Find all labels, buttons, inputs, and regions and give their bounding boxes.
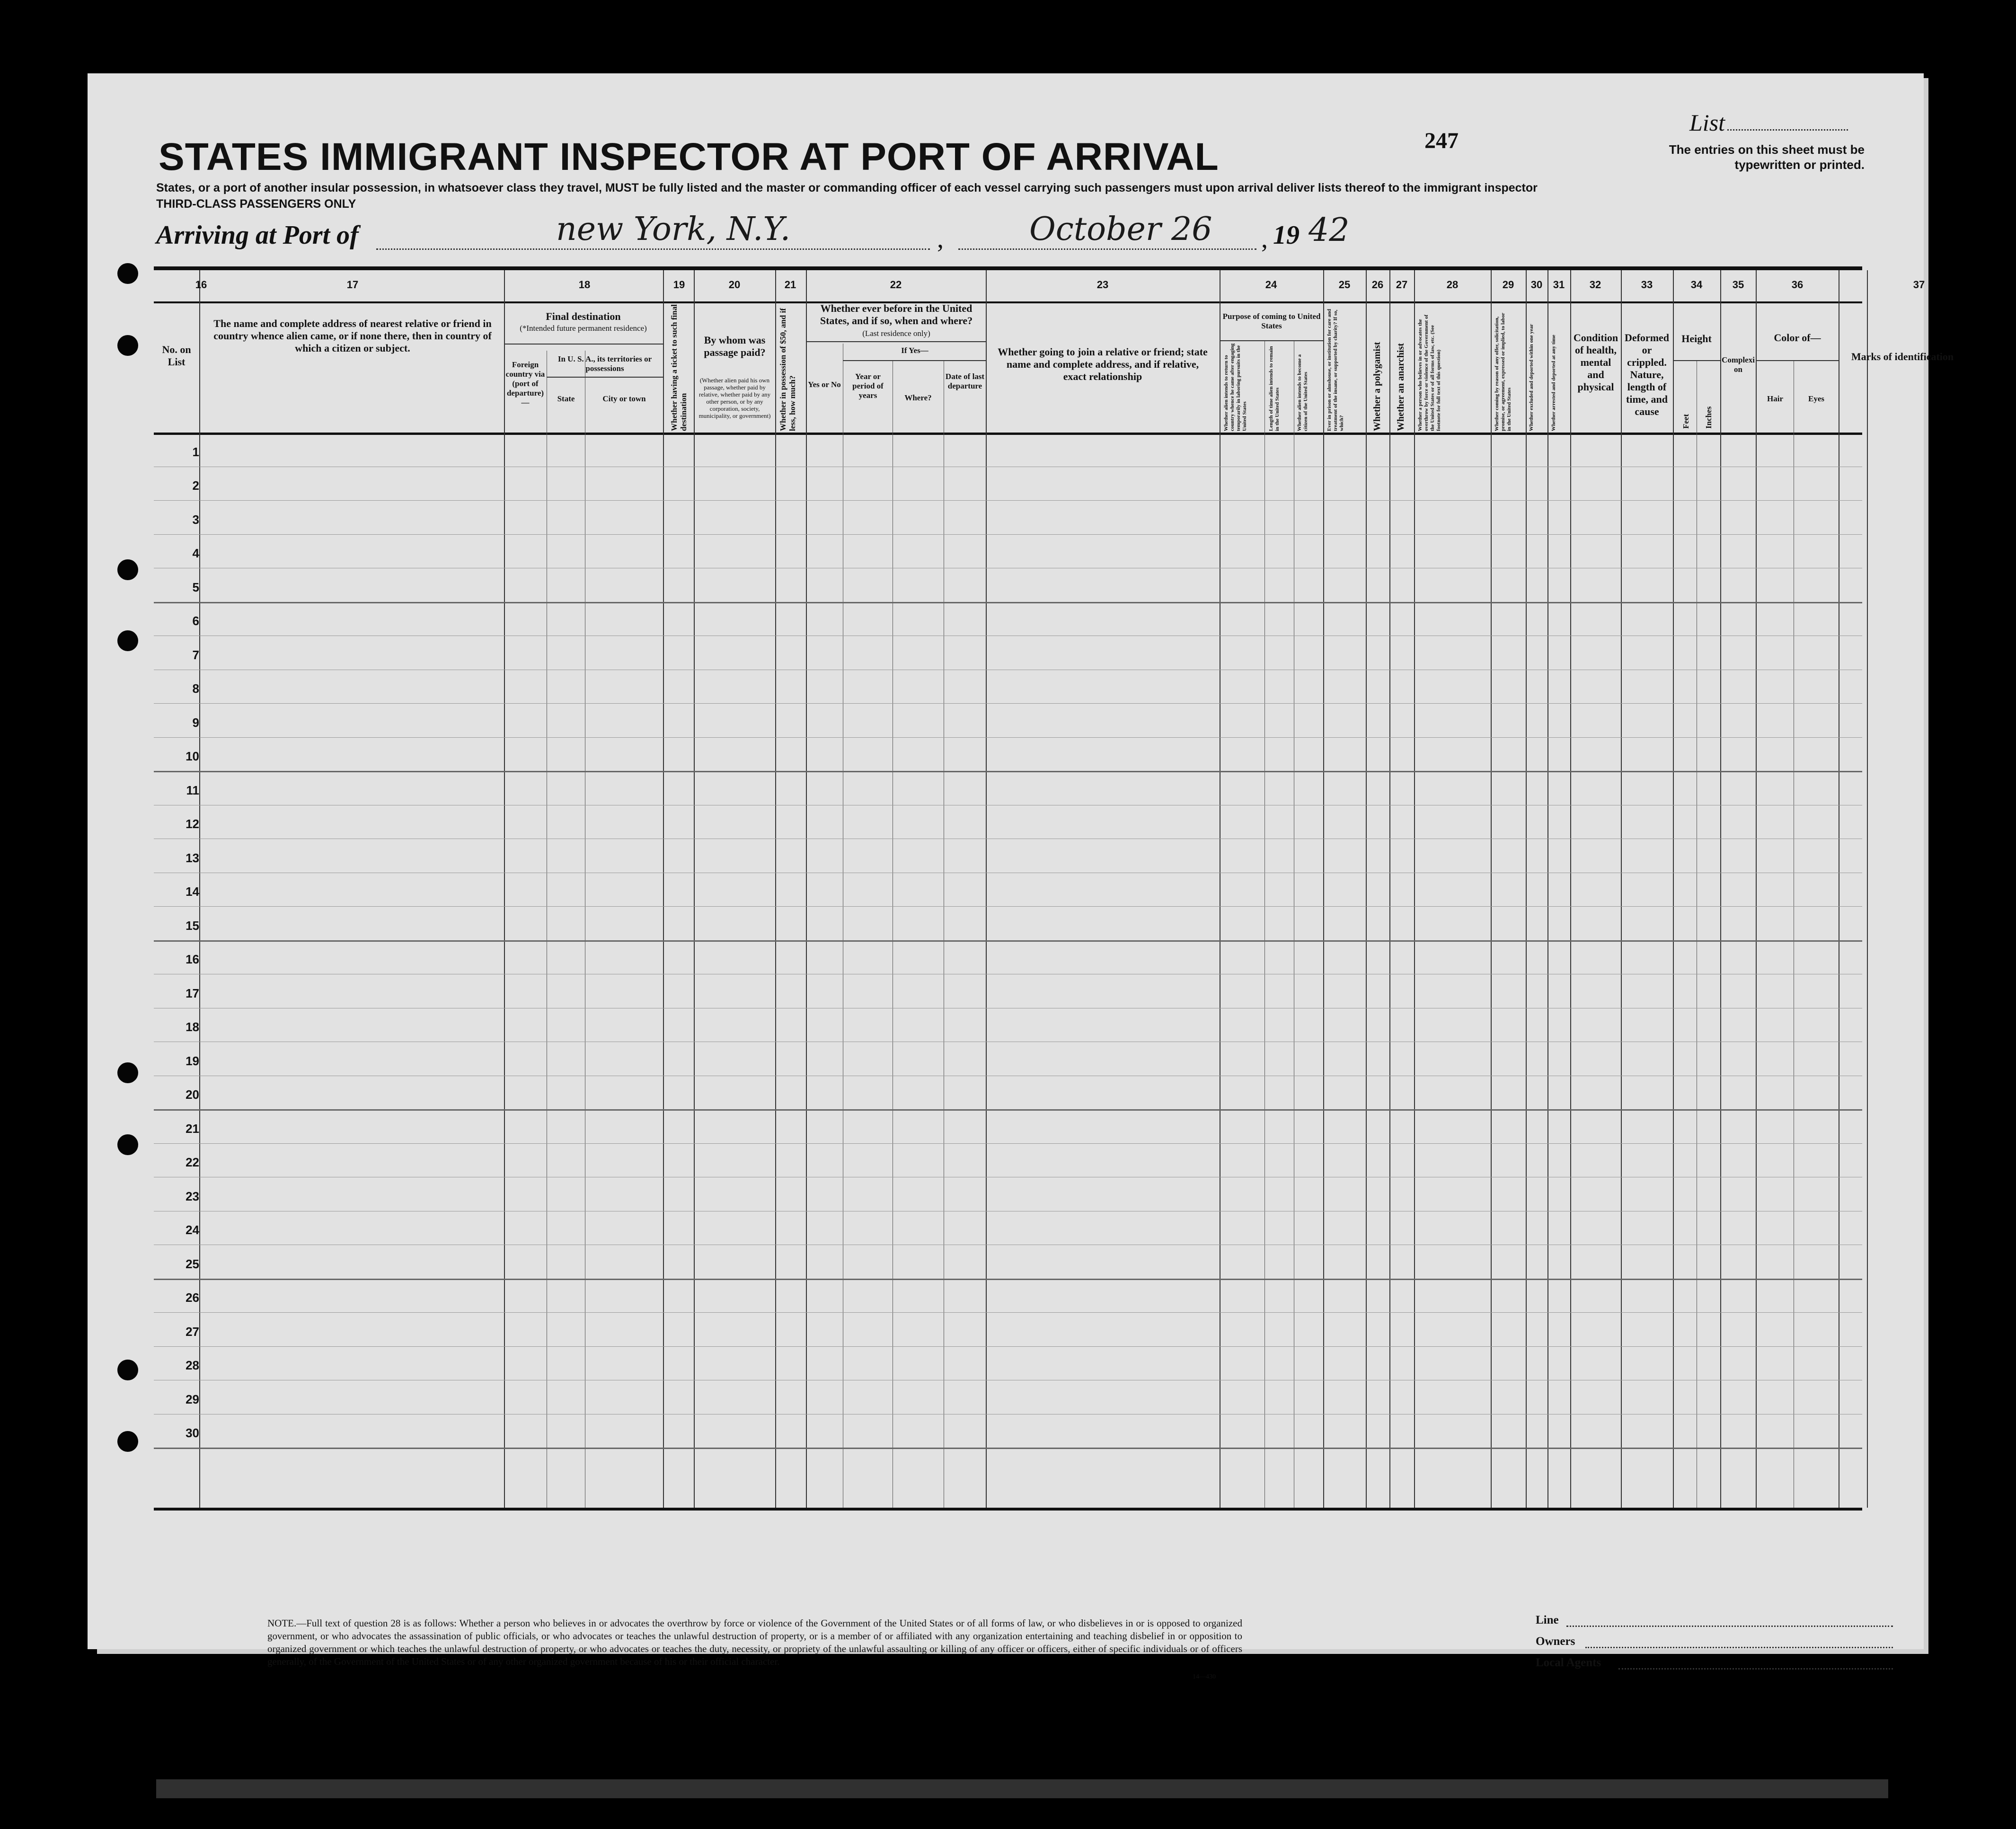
header-if-yes: If Yes— bbox=[901, 346, 928, 355]
header-nearest-relative: The name and complete address of nearest relative or friend in country whence alien came, or if none there, then in country of which a citizen or subject. bbox=[213, 318, 492, 354]
row-number: 19 bbox=[186, 1053, 199, 1068]
column-number: 22 bbox=[890, 279, 902, 291]
binder-hole bbox=[117, 335, 138, 356]
row-number: 7 bbox=[192, 647, 199, 662]
row-number: 4 bbox=[192, 546, 199, 560]
row-number: 10 bbox=[186, 749, 199, 763]
header-deformed: Deformed or crippled. Nature, length of time, and cause bbox=[1624, 332, 1670, 417]
port-handwritten: new York, N.Y. bbox=[556, 211, 791, 248]
col-divider bbox=[1389, 270, 1390, 1508]
header-prison: Ever in prison or almshouse, or institution for care and treatment of the insane, or supported by charity? If so, which? bbox=[1326, 309, 1344, 431]
binder-hole bbox=[117, 630, 138, 651]
header-fifty-dollars: Whether in possession of $50, and if less, how much? bbox=[778, 308, 797, 431]
col-divider bbox=[1491, 270, 1492, 1508]
row-number: 15 bbox=[186, 918, 199, 933]
header-purpose: Purpose of coming to United States bbox=[1222, 312, 1321, 330]
col-divider bbox=[1526, 270, 1527, 1508]
row-line bbox=[154, 737, 1862, 738]
row-number: 24 bbox=[186, 1223, 199, 1237]
col-divider bbox=[775, 270, 776, 1508]
binder-hole bbox=[117, 559, 138, 580]
date-handwritten: October 26 bbox=[1029, 211, 1212, 248]
col-divider bbox=[1547, 270, 1548, 1508]
third-class-label: THIRD-CLASS PASSENGERS ONLY bbox=[156, 197, 356, 211]
row-number: 20 bbox=[186, 1087, 199, 1102]
port-field-line bbox=[376, 248, 930, 250]
row-number: 2 bbox=[192, 478, 199, 493]
binder-hole bbox=[117, 1062, 138, 1083]
header-passage-sub: (Whether alien paid his own passage, whether paid by relative, whether paid by any other person, or by any corporation, society, municipality, or government) bbox=[699, 377, 771, 419]
col-divider bbox=[1570, 270, 1571, 1508]
local-agents-field bbox=[1618, 1668, 1893, 1670]
header-purpose-return: Whether alien intends to return to country whence he came after engaging temporarily in laboring pursuits in the United States bbox=[1223, 343, 1247, 431]
col-divider bbox=[1323, 270, 1324, 1508]
header-eyes: Eyes bbox=[1808, 394, 1824, 403]
row-line bbox=[154, 703, 1862, 704]
header-ever-before: Whether ever before in the United States, and if so, when and where? bbox=[820, 302, 973, 327]
column-number: 23 bbox=[1096, 279, 1109, 291]
header-city: City or town bbox=[602, 394, 646, 403]
line-label: Line bbox=[1536, 1614, 1559, 1626]
column-number: 25 bbox=[1338, 279, 1351, 291]
owners-field bbox=[1585, 1647, 1893, 1648]
row-number: 28 bbox=[186, 1358, 199, 1372]
entries-note: The entries on this sheet must be typewritten or printed. bbox=[1669, 142, 1865, 172]
row-number: 23 bbox=[186, 1189, 199, 1203]
row-line bbox=[154, 940, 1862, 942]
year-handwritten: 42 bbox=[1309, 212, 1350, 249]
owners-label: Owners bbox=[1536, 1635, 1575, 1648]
row-number: 11 bbox=[186, 783, 199, 797]
row-line bbox=[154, 906, 1862, 907]
col-divider bbox=[663, 270, 664, 1508]
header-feet: Feet bbox=[1681, 414, 1690, 429]
header-rule bbox=[154, 433, 1862, 435]
col-divider bbox=[199, 270, 200, 1508]
header-year: Year or period of years bbox=[852, 372, 884, 400]
row-number: 16 bbox=[186, 952, 199, 966]
row-number: 27 bbox=[186, 1324, 199, 1339]
header-anarchist: Whether an anarchist bbox=[1396, 343, 1406, 431]
column-number: 30 bbox=[1530, 279, 1543, 291]
col-divider bbox=[1264, 340, 1265, 1508]
row-number: 8 bbox=[192, 681, 199, 696]
subheader-rule bbox=[1756, 360, 1839, 361]
year-prefix: 19 bbox=[1273, 221, 1300, 250]
header-complexion: Complexion bbox=[1722, 355, 1755, 374]
binder-hole bbox=[117, 263, 138, 284]
col-divider bbox=[504, 270, 505, 1508]
list-field bbox=[1727, 129, 1848, 131]
subheader-rule bbox=[1673, 360, 1720, 361]
header-yes-no: Yes or No bbox=[808, 380, 841, 389]
row-line bbox=[154, 1109, 1862, 1111]
header-purpose-citizen: Whether alien intends to become a citizen of the United States bbox=[1297, 354, 1309, 431]
header-ticket: Whether having a ticket to such final destination bbox=[670, 304, 688, 431]
column-number: 31 bbox=[1553, 279, 1565, 291]
column-number: 24 bbox=[1265, 279, 1277, 291]
row-number: 22 bbox=[186, 1155, 199, 1169]
binder-hole bbox=[117, 1360, 138, 1380]
subheader-rule bbox=[843, 360, 986, 361]
column-number-rule bbox=[154, 301, 1862, 303]
header-usa: In U. S. A., its territories or possessions bbox=[557, 354, 652, 373]
manifest-sheet bbox=[88, 73, 1954, 1680]
row-line bbox=[154, 1143, 1862, 1144]
row-line bbox=[154, 1448, 1862, 1449]
subheader-rule bbox=[504, 344, 663, 345]
col-divider bbox=[1673, 270, 1674, 1508]
header-excluded: Whether excluded and deported within one year bbox=[1529, 324, 1534, 431]
row-line bbox=[154, 1279, 1862, 1280]
page-number: 247 bbox=[1424, 128, 1459, 153]
header-height: Height bbox=[1681, 333, 1712, 345]
row-line bbox=[154, 500, 1862, 501]
col-divider bbox=[806, 270, 807, 1508]
row-number: 3 bbox=[192, 512, 199, 527]
header-overthrow: Whether a person who believes in or advocates the overthrow by force or violence of the Government of the United States or of all forms of law, etc. (See footnote for full text of this question) bbox=[1417, 314, 1441, 431]
row-number: 25 bbox=[186, 1256, 199, 1271]
footnote: NOTE.—Full text of question 28 is as follows: Whether a person who believes in or advocates the overthrow by force or violence of the Government of the United States or of all forms of law, or who disbelieves in or is opposed to organized government, or who advocates the assassination of public officials, or who advocates or teaches the unlawful destruction of property, or is a member of or affiliated with any organization entertaining and teaching disbelief in or opposition to organized government or which teaches the unlawful destruction of property, or who advocates or teaches the duty, necessity, or propriety of the unlawful assaulting or killing of any officer or officers, either of specific individuals or of officers generally, of the Government of the United States or of any other organized government because of his or their official character. bbox=[267, 1617, 1242, 1667]
intro-text: States, or a port of another insular possession, in whatsoever class they travel, MUST be fully listed and the master or commanding officer of each vessel carrying such passengers must upon arrival deliver lists thereof to the immigrant inspector bbox=[156, 181, 1538, 194]
row-number: 1 bbox=[192, 444, 199, 459]
header-health: Condition of health, mental and physical bbox=[1573, 332, 1618, 393]
arriving-label: Arriving at Port of bbox=[156, 221, 359, 250]
row-number: 18 bbox=[186, 1020, 199, 1034]
line-field bbox=[1566, 1626, 1893, 1627]
row-number: 26 bbox=[186, 1290, 199, 1305]
header-inches: Inches bbox=[1704, 406, 1713, 429]
subheader-rule bbox=[547, 377, 663, 378]
list-label: List bbox=[1689, 109, 1725, 136]
col-divider bbox=[694, 270, 695, 1508]
column-number: 26 bbox=[1371, 279, 1384, 291]
header-polygamist: Whether a polygamist bbox=[1372, 342, 1382, 431]
page-title: STATES IMMIGRANT INSPECTOR AT PORT OF ARRIVAL bbox=[159, 135, 1219, 178]
manifest-table bbox=[154, 266, 1954, 1511]
col-divider bbox=[1867, 270, 1868, 1508]
header-color: Color of— bbox=[1774, 332, 1821, 344]
header-passage-paid: By whom was passage paid? bbox=[704, 334, 766, 358]
row-line bbox=[154, 1346, 1862, 1347]
col-divider bbox=[1414, 270, 1415, 1508]
row-number: 14 bbox=[186, 884, 199, 899]
column-number: 29 bbox=[1502, 279, 1514, 291]
header-final-destination-sub: (*Intended future permanent residence) bbox=[520, 324, 647, 333]
col-divider bbox=[1756, 270, 1757, 1508]
col-divider bbox=[1366, 270, 1367, 1508]
header-join-relative: Whether going to join a relative or friend; state name and complete address, and if relative, exact relationship bbox=[998, 346, 1208, 382]
film-edge bbox=[156, 1779, 1888, 1798]
column-number: 34 bbox=[1690, 279, 1703, 291]
header-offer-labor: Whether coming by reason of any offer, solicitation, promise, or agreement, expressed or implied, to labor in the United States bbox=[1494, 313, 1512, 431]
comma: , bbox=[937, 224, 944, 254]
column-number: 17 bbox=[346, 279, 359, 291]
column-number: 28 bbox=[1446, 279, 1459, 291]
column-number: 33 bbox=[1641, 279, 1653, 291]
row-number: 9 bbox=[192, 715, 199, 730]
comma: , bbox=[1261, 224, 1268, 254]
col-divider bbox=[1621, 270, 1622, 1508]
subheader-rule bbox=[806, 341, 986, 342]
row-number: 29 bbox=[186, 1392, 199, 1406]
subheader-rule bbox=[1220, 340, 1323, 341]
header-hair: Hair bbox=[1767, 394, 1783, 403]
form-number: 14—430 bbox=[1193, 1673, 1216, 1680]
row-number: 13 bbox=[186, 850, 199, 865]
header-date-departure: Date of last departure bbox=[945, 372, 985, 390]
header-where: Where? bbox=[904, 393, 932, 402]
column-number: 37 bbox=[1913, 279, 1925, 291]
header-purpose-length: Length of time alien intends to remain in the United States bbox=[1268, 346, 1280, 431]
row-line bbox=[154, 602, 1862, 603]
row-number: 21 bbox=[186, 1121, 199, 1136]
column-number: 19 bbox=[673, 279, 685, 291]
row-line bbox=[154, 771, 1862, 772]
row-number: 12 bbox=[186, 817, 199, 831]
header-state: State bbox=[557, 394, 575, 403]
local-agents-label: Local Agents bbox=[1536, 1656, 1601, 1669]
binder-hole bbox=[117, 1134, 138, 1155]
date-field-line bbox=[958, 248, 1256, 250]
row-number: 5 bbox=[192, 580, 199, 594]
row-number: 17 bbox=[186, 986, 199, 1000]
header-final-destination: Final destination bbox=[546, 310, 621, 322]
column-number: 36 bbox=[1791, 279, 1804, 291]
col-divider bbox=[986, 270, 987, 1508]
header-marks: Marks of identification bbox=[1851, 351, 1954, 362]
column-number: 27 bbox=[1396, 279, 1408, 291]
column-number: 16 bbox=[195, 279, 207, 291]
column-number: 35 bbox=[1732, 279, 1744, 291]
column-number: 32 bbox=[1589, 279, 1601, 291]
header-foreign-country: Foreign country via (port of departure)— bbox=[505, 360, 545, 407]
row-line bbox=[154, 1312, 1862, 1313]
header-last-residence: (Last residence only) bbox=[862, 329, 930, 338]
column-number: 21 bbox=[784, 279, 796, 291]
header-no-on-list: No. on List bbox=[162, 344, 191, 368]
col-divider bbox=[1720, 270, 1721, 1508]
header-arrested: Whether arrested and deported at any time bbox=[1551, 335, 1556, 431]
row-number: 6 bbox=[192, 614, 199, 628]
binder-hole bbox=[117, 1431, 138, 1452]
row-number: 30 bbox=[186, 1426, 199, 1440]
row-line bbox=[154, 534, 1862, 535]
column-number: 20 bbox=[728, 279, 741, 291]
column-number: 18 bbox=[578, 279, 591, 291]
